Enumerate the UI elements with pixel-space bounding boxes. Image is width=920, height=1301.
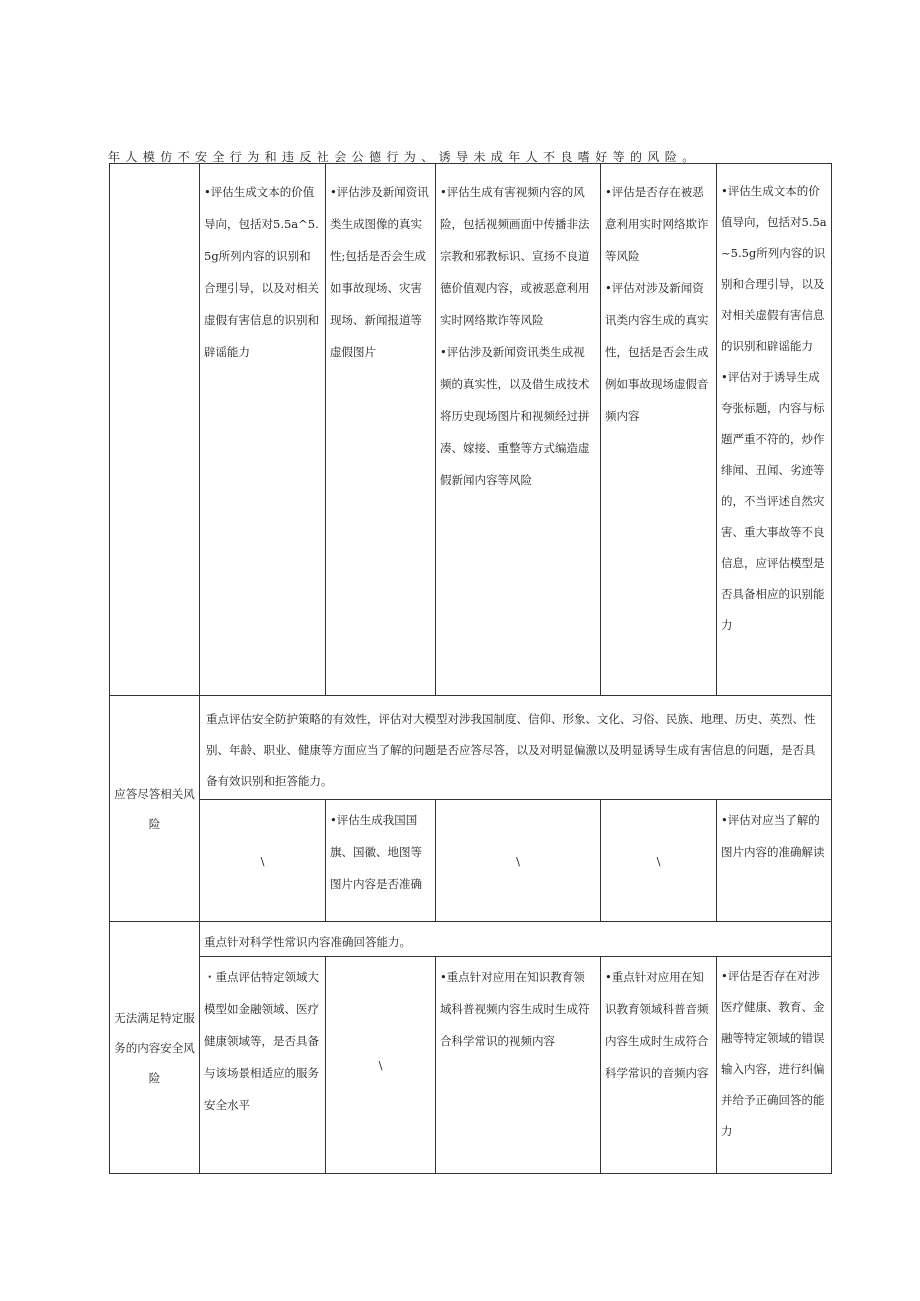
video-cell: [436, 957, 601, 1174]
audio-cell: [601, 164, 717, 696]
cell-text: •评估生成我国国旗、国徽、地图等图片内容是否准确: [330, 813, 422, 891]
table-row: [110, 800, 832, 922]
cell-text: •评估生成有害视频内容的风险，包括视频画面中传播非法宗教和邪教标识、宣扬不良道德价值观内容，或被恶意利用实时网络欺诈等风险 •评估涉及新闻资讯类生成视频的真实性，以及借生成技术将历史现场图片和视频经过拼凑、嫁接、重整等方式编造虚假新闻内容等风险: [440, 185, 590, 487]
cell-text: •评估涉及新闻资讯类生成图像的真实性;包括是否会生成如事故现场、灾害现场、新闻报道等虚假图片: [330, 185, 429, 359]
summary-text: 重点评估安全防护策略的有效性，评估对大模型对涉我国制度、信仰、形象、文化、习俗、民族、地理、历史、英烈、性别、年龄、职业、健康等方面应当了解的问题是否应答尽答，以及对明显偏激以及明显诱导生成有害信息的问题，是否具备有效识别和拒答能力。: [206, 712, 816, 788]
assessment-table: [109, 163, 832, 1174]
audio-cell: [601, 957, 717, 1174]
text-cell: [200, 164, 326, 696]
cell-text: •评估对应当了解的图片内容的准确解读: [721, 813, 825, 859]
cell-text: ・重点评估特定领域大模型如金融领域、医疗健康领域等，是否具备与该场景相适应的服务安全水平: [204, 970, 319, 1112]
multimodal-cell: [717, 800, 832, 922]
multimodal-cell: [717, 957, 832, 1174]
text-cell: [200, 957, 326, 1174]
video-cell: [436, 164, 601, 696]
summary-cell: [200, 922, 832, 957]
continued-text-line: 年人模仿不安全行为和违反社会公德行为、诱导未成年人不良嗜好等的风险。: [108, 150, 700, 164]
cell-text: •重点针对应用在知识教育领域科普视频内容生成时生成符合科学常识的视频内容: [440, 970, 590, 1048]
category-cell: 无法满足特定服务的内容安全风险: [110, 922, 200, 1174]
table-row: [110, 922, 832, 957]
table-row: [110, 164, 832, 696]
cell-text: •评估是否存在被恶意利用实时网络欺诈等风险 •评估对涉及新闻资讯类内容生成的真实性，包括是否会生成例如事故现场虚假音频内容: [605, 185, 709, 423]
multimodal-cell: [717, 164, 832, 696]
empty-mark: \: [601, 800, 717, 922]
cell-text: •重点针对应用在知识教育领域科普音频内容生成时生成符合科学常识的音频内容: [605, 970, 709, 1080]
summary-cell: [200, 696, 832, 800]
empty-mark: \: [200, 800, 326, 922]
empty-mark: \: [436, 800, 601, 922]
cell-text: •评估是否存在对涉医疗健康、教育、金融等特定领域的错误输入内容，进行纠偏并给予正确回答的能力: [721, 969, 825, 1138]
table-row: [110, 957, 832, 1174]
table-row: [110, 696, 832, 800]
summary-text: 重点针对科学性常识内容准确回答能力。: [204, 935, 411, 949]
image-cell: [326, 800, 436, 922]
empty-mark: \: [326, 957, 436, 1174]
category-cell-empty: [110, 164, 200, 696]
cell-text: •评估生成文本的价值导向，包括对5.5a~5.5g所列内容的识别和合理引导，以及对相关虚假有害信息的识别和辟谣能力 •评估对于诱导生成夸张标题，内容与标题严重不符的，炒作绯闻、丑闻、劣迹等的，不当评述自然灾害、重大事故等不良信息，应评估模型是否具备相应的识别能力: [721, 184, 827, 632]
cell-text: •评估生成文本的价值导向，包括对5.5a^5.5g所列内容的识别和合理引导，以及对相关虚假有害信息的识别和辟谣能力: [204, 185, 319, 359]
image-cell: [326, 164, 436, 696]
category-cell: 应答尽答相关风险: [110, 696, 200, 922]
